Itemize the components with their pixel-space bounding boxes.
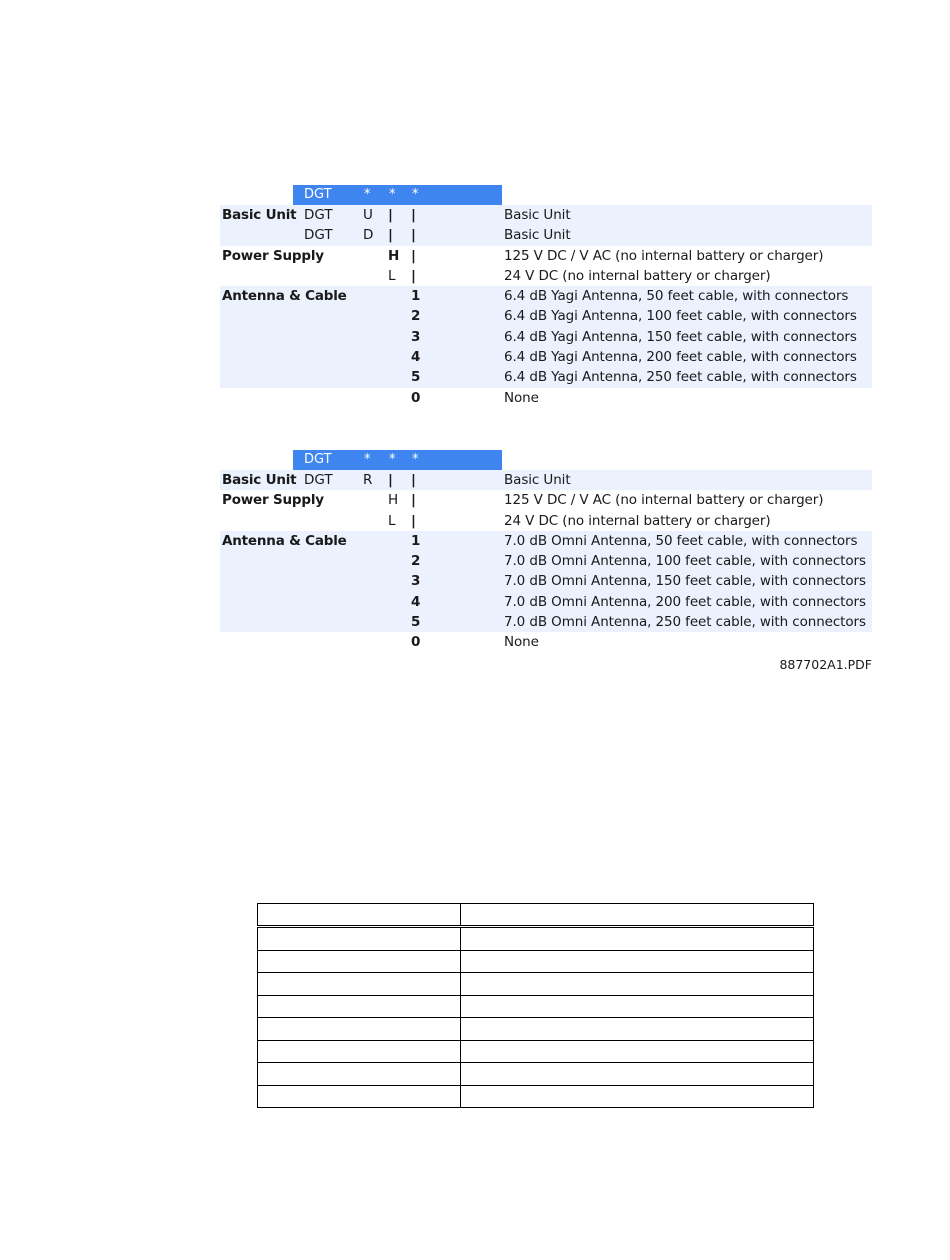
category-label: Power Supply	[222, 247, 324, 264]
order-code-table-yagi	[220, 185, 872, 408]
order-code-header	[220, 185, 872, 205]
option-description: Basic Unit	[504, 227, 571, 244]
table-row	[258, 995, 814, 1018]
table-row	[258, 927, 814, 951]
table-row	[258, 973, 814, 996]
order-code-body	[220, 470, 872, 653]
code-prefix: DGT	[304, 207, 333, 223]
code-cell: |	[411, 227, 416, 244]
table-row	[220, 632, 872, 652]
code-cell: L	[388, 267, 396, 284]
code-cell: 3	[411, 573, 421, 590]
option-description: 24 V DC (no internal battery or charger)	[504, 267, 771, 284]
option-description: 24 V DC (no internal battery or charger)	[504, 512, 771, 529]
option-description: 6.4 dB Yagi Antenna, 200 feet cable, with connectors	[504, 349, 857, 366]
table-row	[220, 571, 872, 591]
table-cell	[461, 927, 814, 951]
code-cell: |	[388, 227, 393, 244]
option-description: 125 V DC / V AC (no internal battery or charger)	[504, 247, 824, 264]
table-cell	[258, 973, 461, 996]
code-cell: |	[411, 207, 416, 223]
header-slot: *	[364, 452, 371, 467]
table-row	[220, 347, 872, 367]
option-description: 7.0 dB Omni Antenna, 100 feet cable, with connectors	[504, 553, 866, 570]
table-row	[220, 511, 872, 531]
table-row	[220, 592, 872, 612]
order-code-table-omni	[220, 450, 872, 653]
option-description: 7.0 dB Omni Antenna, 250 feet cable, with connectors	[504, 614, 866, 631]
option-description: 6.4 dB Yagi Antenna, 50 feet cable, with connectors	[504, 288, 849, 305]
table-row	[258, 1085, 814, 1108]
table-row	[220, 327, 872, 347]
table-row	[220, 205, 872, 225]
code-cell: R	[363, 472, 373, 488]
table-row	[220, 367, 872, 387]
code-cell: 1	[411, 532, 421, 549]
code-cell: |	[388, 207, 393, 223]
table-cell	[461, 973, 814, 996]
table-cell	[258, 950, 461, 973]
table-cell	[461, 950, 814, 973]
code-cell: |	[388, 472, 393, 488]
category-label: Antenna & Cable	[222, 288, 347, 305]
option-description: 6.4 dB Yagi Antenna, 250 feet cable, with connectors	[504, 369, 857, 386]
code-cell: |	[411, 247, 416, 264]
table-cell	[258, 904, 461, 927]
table-row	[220, 225, 872, 245]
table-row	[220, 531, 872, 551]
code-cell: D	[363, 227, 374, 244]
header-slot: *	[412, 187, 419, 202]
header-prefix: DGT	[304, 452, 332, 467]
table-row	[258, 1063, 814, 1086]
code-cell: 0	[411, 634, 421, 651]
table-row	[258, 1018, 814, 1041]
category-label: Basic Unit	[222, 472, 297, 488]
table-cell	[461, 1040, 814, 1063]
code-cell: L	[388, 512, 396, 529]
option-description: 6.4 dB Yagi Antenna, 100 feet cable, with connectors	[504, 308, 857, 325]
code-cell: 5	[411, 369, 421, 386]
table-row	[220, 490, 872, 510]
code-cell: |	[411, 512, 416, 529]
code-cell: H	[388, 247, 400, 264]
table-cell	[258, 1040, 461, 1063]
code-cell: 5	[411, 614, 421, 631]
code-cell: 1	[411, 288, 421, 305]
table-cell	[258, 927, 461, 951]
option-description: 7.0 dB Omni Antenna, 200 feet cable, with connectors	[504, 593, 866, 610]
table-row	[220, 470, 872, 490]
option-description: 7.0 dB Omni Antenna, 50 feet cable, with connectors	[504, 532, 858, 549]
code-cell: |	[411, 267, 416, 284]
option-description: Basic Unit	[504, 207, 571, 223]
code-cell: |	[411, 472, 416, 488]
table-cell	[461, 1018, 814, 1041]
header-prefix: DGT	[304, 187, 332, 202]
table-cell	[461, 1063, 814, 1086]
code-prefix: DGT	[304, 472, 333, 488]
table-row	[220, 612, 872, 632]
table-row	[220, 551, 872, 571]
code-cell: U	[363, 207, 373, 223]
table-row	[220, 246, 872, 266]
table-row	[220, 286, 872, 306]
code-cell: |	[411, 492, 416, 509]
header-slot: *	[389, 187, 396, 202]
option-description: 6.4 dB Yagi Antenna, 150 feet cable, with connectors	[504, 328, 857, 345]
table-row	[220, 306, 872, 326]
table-row	[258, 1040, 814, 1063]
table-cell	[258, 1063, 461, 1086]
table-cell	[461, 904, 814, 927]
table-row	[220, 388, 872, 408]
blank-table	[257, 903, 814, 1108]
code-cell: 3	[411, 328, 421, 345]
table-cell	[461, 1085, 814, 1108]
category-label: Power Supply	[222, 492, 324, 509]
category-label: Antenna & Cable	[222, 532, 347, 549]
category-label: Basic Unit	[222, 207, 297, 223]
order-code-body	[220, 205, 872, 408]
table-cell	[461, 995, 814, 1018]
header-slot: *	[389, 452, 396, 467]
header-slot: *	[412, 452, 419, 467]
table-row	[220, 266, 872, 286]
table-cell	[258, 1085, 461, 1108]
table-cell	[258, 1018, 461, 1041]
table-row	[258, 950, 814, 973]
option-description: Basic Unit	[504, 472, 571, 488]
option-description: None	[504, 634, 539, 651]
code-cell: 2	[411, 553, 421, 570]
figure-file-reference: 887702A1.PDF	[779, 657, 872, 672]
code-prefix: DGT	[304, 227, 333, 244]
code-cell: 4	[411, 593, 421, 610]
option-description: 7.0 dB Omni Antenna, 150 feet cable, with connectors	[504, 573, 866, 590]
order-code-header	[220, 450, 872, 470]
option-description: 125 V DC / V AC (no internal battery or charger)	[504, 492, 824, 509]
code-cell: 0	[411, 389, 421, 406]
code-cell: 4	[411, 349, 421, 366]
table-cell	[258, 995, 461, 1018]
code-cell: H	[388, 492, 399, 509]
code-cell: 2	[411, 308, 421, 325]
header-slot: *	[364, 187, 371, 202]
option-description: None	[504, 389, 539, 406]
table-header-row	[258, 904, 814, 927]
